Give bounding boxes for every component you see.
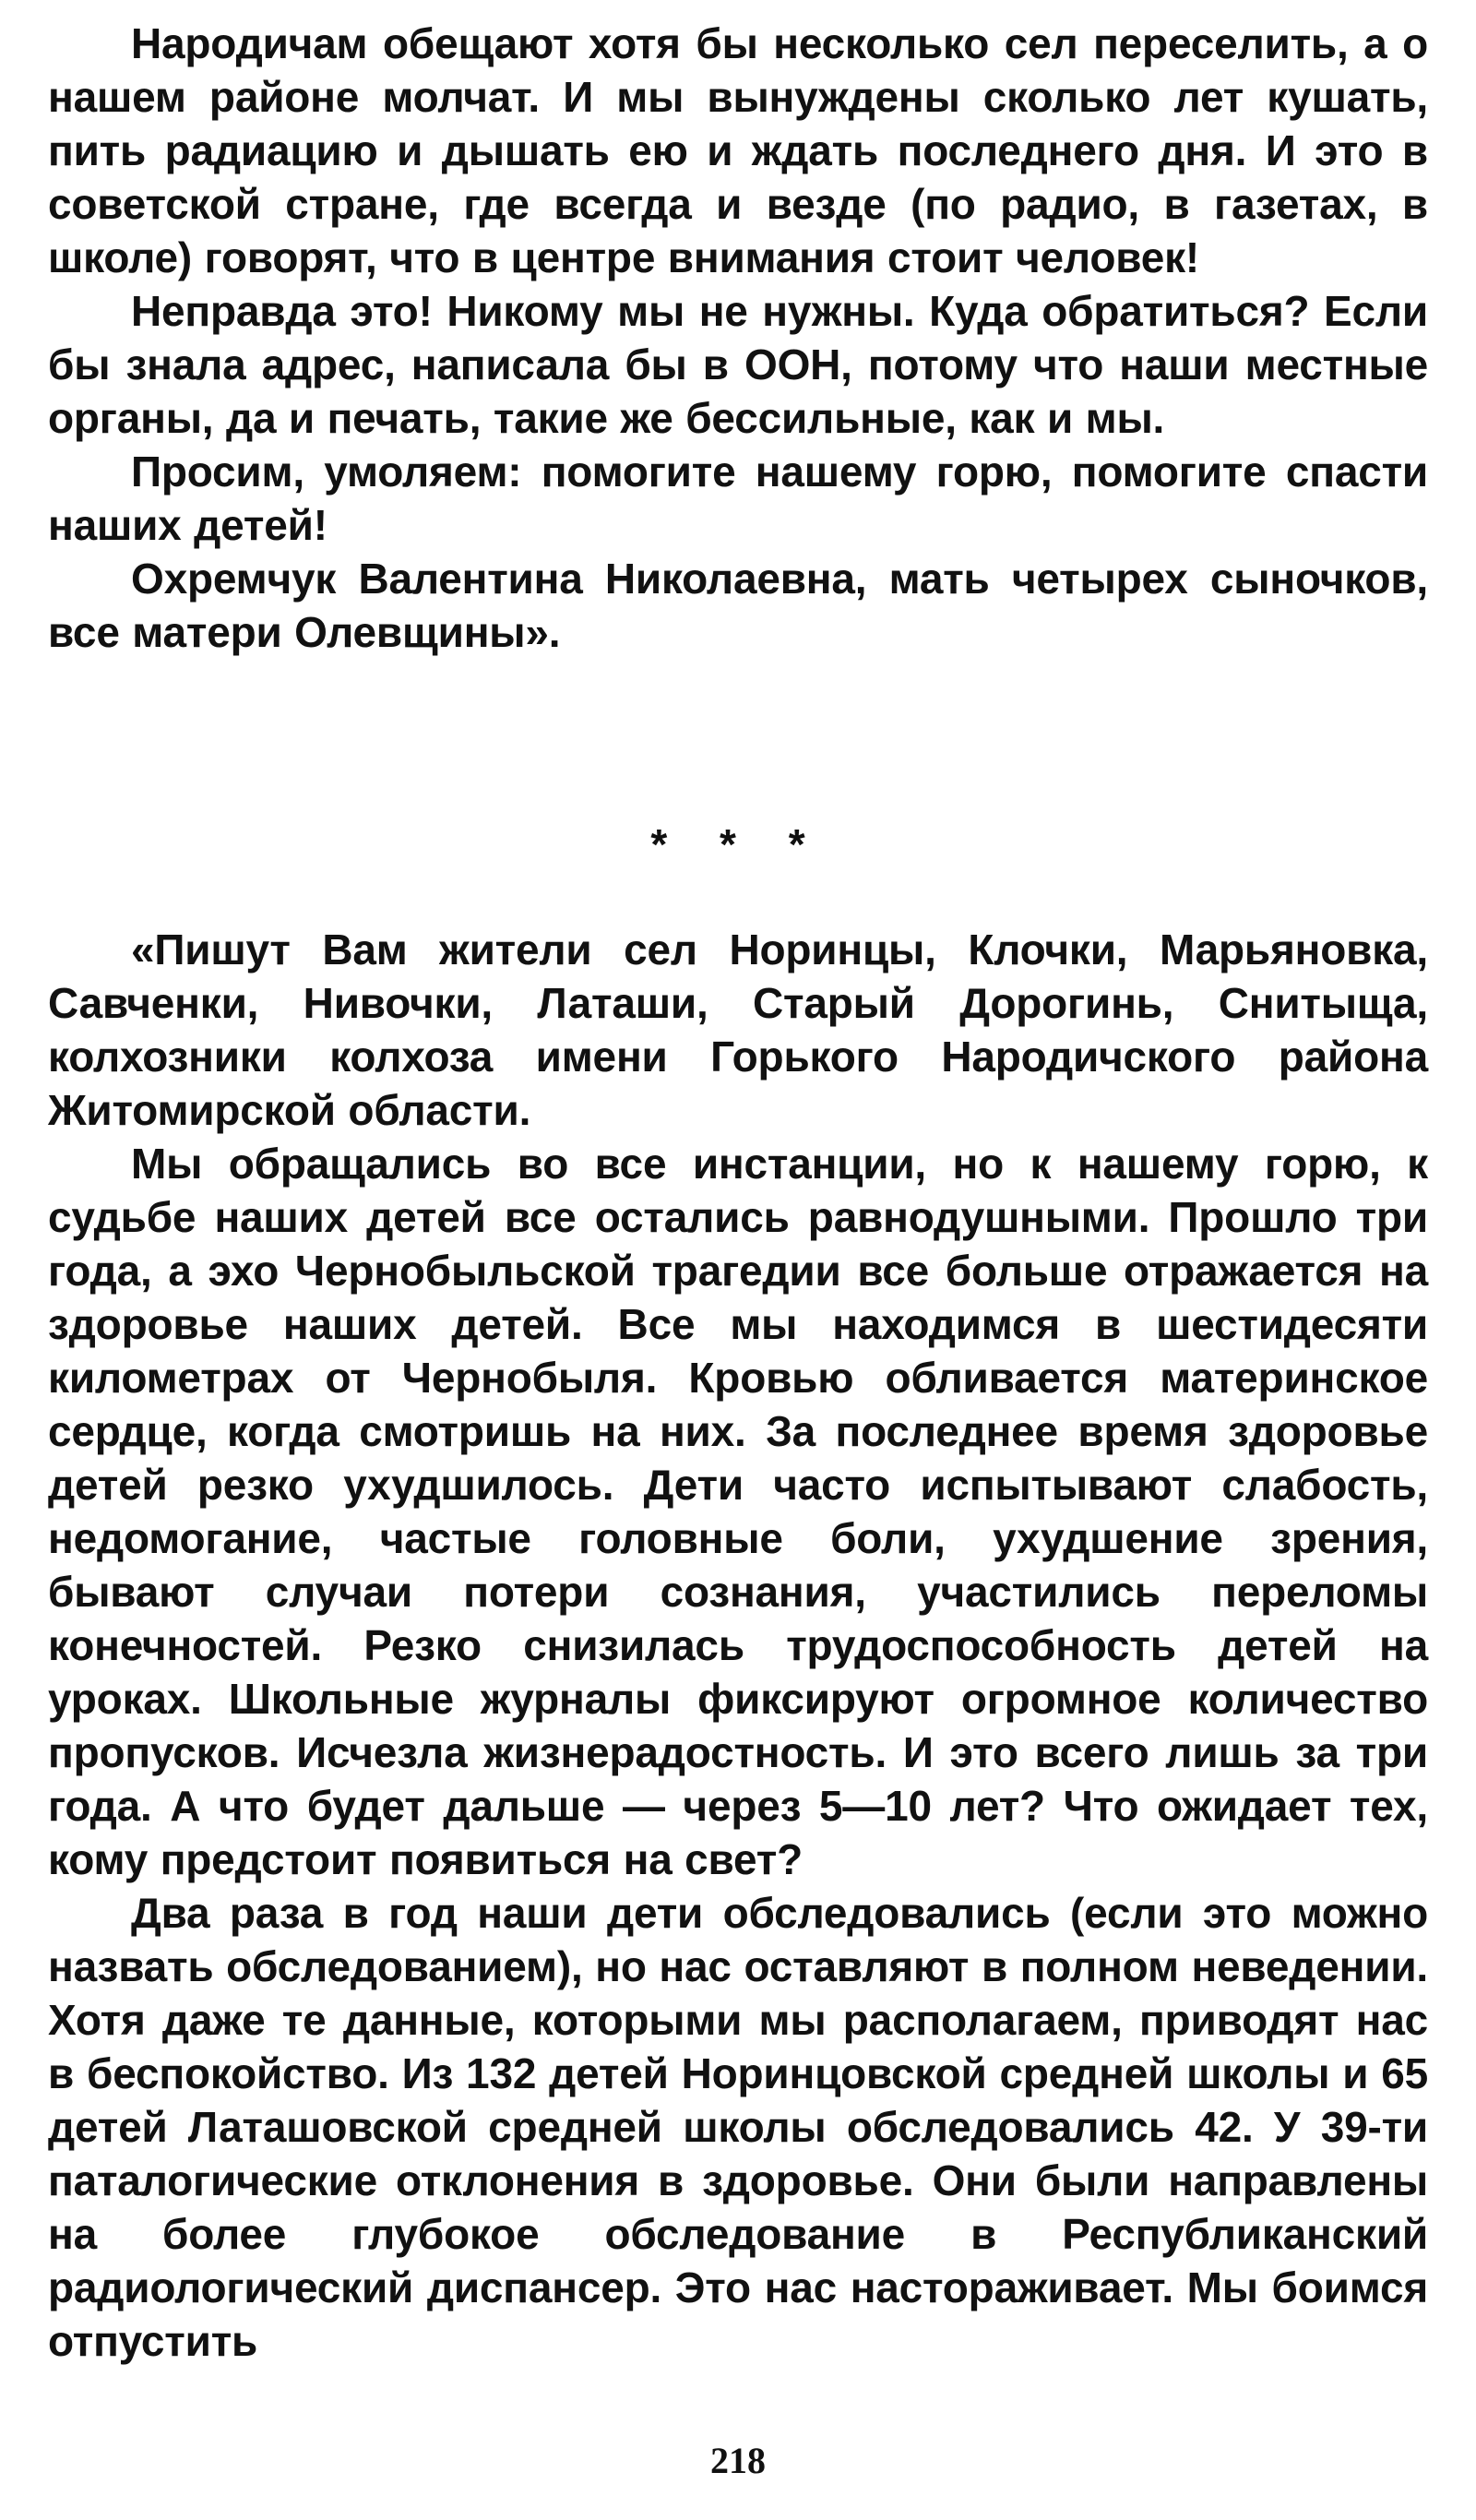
paragraph: Два раза в год наши дети обследовались (если это можно назвать обследованием), но нас оставляют в полном неведении. Хотя даже те данные, которыми мы располагаем, приводят нас в беспокойство. Из 132 детей Норинцовской средней школы и 65 детей Латашовской средней школы обследовались 42. У 39-ти паталогические отклонения в здоровье. Они были направлены на более глубокое обследование в Республиканский радиологический диспансер. Это нас настораживает. Мы боимся отпустить [48,1889,1428,2365]
paragraph: Просим, умоляем: помогите нашему горю, помогите спасти наших детей! [48,448,1428,549]
paragraph: «Пишут Вам жители сел Норинцы, Клочки, Марьяновка, Савченки, Нивочки, Латаши, Старый Дорогинь, Снитыща, колхозники колхоза имени Горького Народичского района Житомирской области. [48,926,1428,1134]
page-number: 218 [710,2440,766,2481]
paragraph: Неправда это! Никому мы не нужны. Куда обратиться? Если бы знала адрес, написала бы в ООН, потому что наши местные органы, да и печать, такие же бессильные, как и мы. [48,287,1428,442]
paragraph: Охремчук Валентина Николаевна, мать четырех сыночков, все матери Олевщины». [48,555,1428,656]
paragraph: Мы обращались во все инстанции, но к нашему горю, к судьбе наших детей все остались равнодушными. Прошло три года, а эхо Чернобыльской трагедии все больше отражается на здоровье наших детей. Все мы находимся в шестидесяти километрах от Чернобыля. Кровью обливается материнское сердце, когда смотришь на них. За последнее время здоровье детей резко ухудшилось. Дети часто испытывают слабость, недомогание, частые головные боли, ухудшение зрения, бывают случаи потери сознания, участились переломы конечностей. Резко снизилась трудоспособность детей на уроках. Школьные журналы фиксируют огромное количество пропусков. Исчезла жизнерадостность. И это всего лишь за три года. А что будет дальше — через 5—10 лет? Что ожидает тех, кому предстоит появиться на свет? [48,1140,1428,1883]
section-separator: * * * [650,820,826,868]
section-one-text [48,17,1428,659]
paragraph: Народичам обещают хотя бы несколько сел переселить, а о нашем районе молчат. И мы вынуждены сколько лет кушать, пить радиацию и дышать ею и ждать последнего дня. И это в советской стране, где всегда и везде (по радио, в газетах, в школе) говорят, что в центре внимания стоит человек! [48,19,1428,281]
section-two-text [48,923,1428,2368]
